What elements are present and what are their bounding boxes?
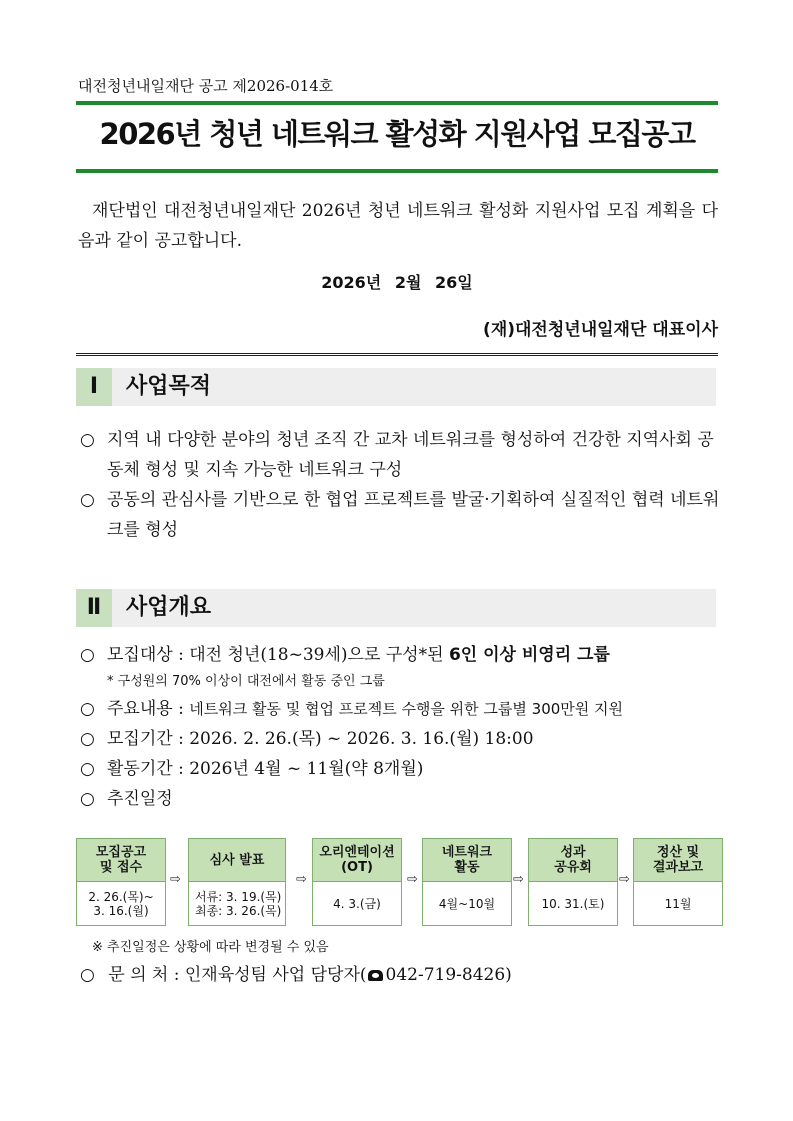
bullet-mark: ○ <box>80 490 95 510</box>
period-value: 2026. 2. 26.(목) ~ 2026. 3. 16.(월) 18:00 <box>189 729 534 749</box>
content-value: 네트워크 활동 및 협업 프로젝트 수행을 위한 그룹별 300만원 지원 <box>189 700 624 718</box>
bullet-mark: ○ <box>80 965 95 985</box>
step-detail: 서류: 3. 19.(목) 최종: 3. 26.(목) <box>195 889 282 918</box>
top-rule <box>76 101 718 105</box>
step-title: 오리엔테이션 (OT) <box>313 839 401 882</box>
section-title: 사업목적 <box>126 374 212 399</box>
schedule-step <box>188 838 286 926</box>
list-item-period <box>80 724 720 754</box>
step-detail: 4월~10월 <box>438 896 496 911</box>
contact-phone: 042-719-8426) <box>385 965 512 985</box>
purpose-text: 지역 내 다양한 분야의 청년 조직 간 교차 네트워크를 형성하여 건강한 지역사회 공동체 형성 및 지속 가능한 네트워크 구성 <box>107 430 714 480</box>
bullet-mark: ○ <box>80 645 95 665</box>
arrow-icon: ⇨ <box>296 872 307 887</box>
purpose-list <box>80 425 720 545</box>
step-title: 정산 및 결과보고 <box>634 839 722 882</box>
page-title: 2026년 청년 네트워크 활성화 지원사업 모집공고 <box>99 117 695 151</box>
bullet-mark: ○ <box>80 729 95 749</box>
section-number: Ⅰ <box>76 368 112 406</box>
purpose-text: 공동의 관심사를 기반으로 한 협업 프로젝트를 발굴·기획하여 실질적인 협력 네트워크를 형성 <box>107 490 720 540</box>
section-title: 사업개요 <box>126 595 212 620</box>
target-note: * 구성원의 70% 이상이 대전에서 활동 중인 그룹 <box>107 674 385 689</box>
arrow-icon: ⇨ <box>407 872 418 887</box>
schedule-step <box>422 838 512 926</box>
divider <box>76 353 718 356</box>
title-rule <box>76 169 718 173</box>
intro-paragraph <box>78 196 718 256</box>
section-number: Ⅱ <box>76 589 112 627</box>
list-item-target <box>80 640 720 670</box>
notice-number: 대전청년내일재단 공고 제2026-014호 <box>78 77 334 95</box>
phone-icon <box>368 970 383 981</box>
schedule-step <box>312 838 402 926</box>
schedule-step <box>76 838 166 926</box>
activity-text: 활동기간 : 2026년 4월 ~ 11월(약 8개월) <box>107 759 424 779</box>
intro-text: 재단법인 대전청년내일재단 2026년 청년 네트워크 활성화 지원사업 모집 계획을 다음과 같이 공고합니다. <box>78 201 718 251</box>
arrow-icon: ⇨ <box>619 872 630 887</box>
schedule-label: 추진일정 <box>107 789 173 809</box>
contact-line <box>80 962 512 988</box>
arrow-icon: ⇨ <box>170 872 181 887</box>
schedule-note: ※ 추진일정은 상황에 따라 변경될 수 있음 <box>92 940 329 955</box>
section-header-purpose <box>76 368 716 406</box>
target-bold: 6인 이상 비영리 그룹 <box>448 645 610 665</box>
list-item <box>80 485 720 545</box>
list-item-activity <box>80 754 720 784</box>
step-detail: 11월 <box>664 896 692 911</box>
contact-label: 문 의 처 : 인재육성팀 사업 담당자( <box>108 965 367 985</box>
schedule-step <box>633 838 723 926</box>
section-header-overview <box>76 589 716 627</box>
step-title: 심사 발표 <box>189 839 285 882</box>
bullet-mark: ○ <box>80 759 95 779</box>
list-item-schedule <box>80 784 720 814</box>
list-item <box>80 425 720 485</box>
bullet-mark: ○ <box>80 789 95 809</box>
bullet-mark: ○ <box>80 699 95 719</box>
announcement-date: 2026년 2월 26일 <box>321 273 473 292</box>
step-detail: 10. 31.(토) <box>541 896 605 911</box>
step-title: 모집공고 및 접수 <box>77 839 165 882</box>
period-label: 모집기간 : <box>107 729 184 749</box>
target-label: 모집대상 : 대전 청년(18~39세)으로 구성*된 <box>107 645 444 665</box>
step-detail: 2. 26.(목)~ 3. 16.(월) <box>88 889 154 918</box>
step-title: 네트워크 활동 <box>423 839 511 882</box>
content-label: 주요내용 : <box>107 699 184 719</box>
schedule-flow <box>76 838 718 926</box>
signer: (재)대전청년내일재단 대표이사 <box>483 320 718 340</box>
step-title: 성과 공유회 <box>529 839 617 882</box>
overview-list <box>80 640 720 814</box>
bullet-mark: ○ <box>80 430 95 450</box>
list-item-content <box>80 694 720 724</box>
step-detail: 4. 3.(금) <box>333 896 381 911</box>
arrow-icon: ⇨ <box>513 872 524 887</box>
schedule-step <box>528 838 618 926</box>
